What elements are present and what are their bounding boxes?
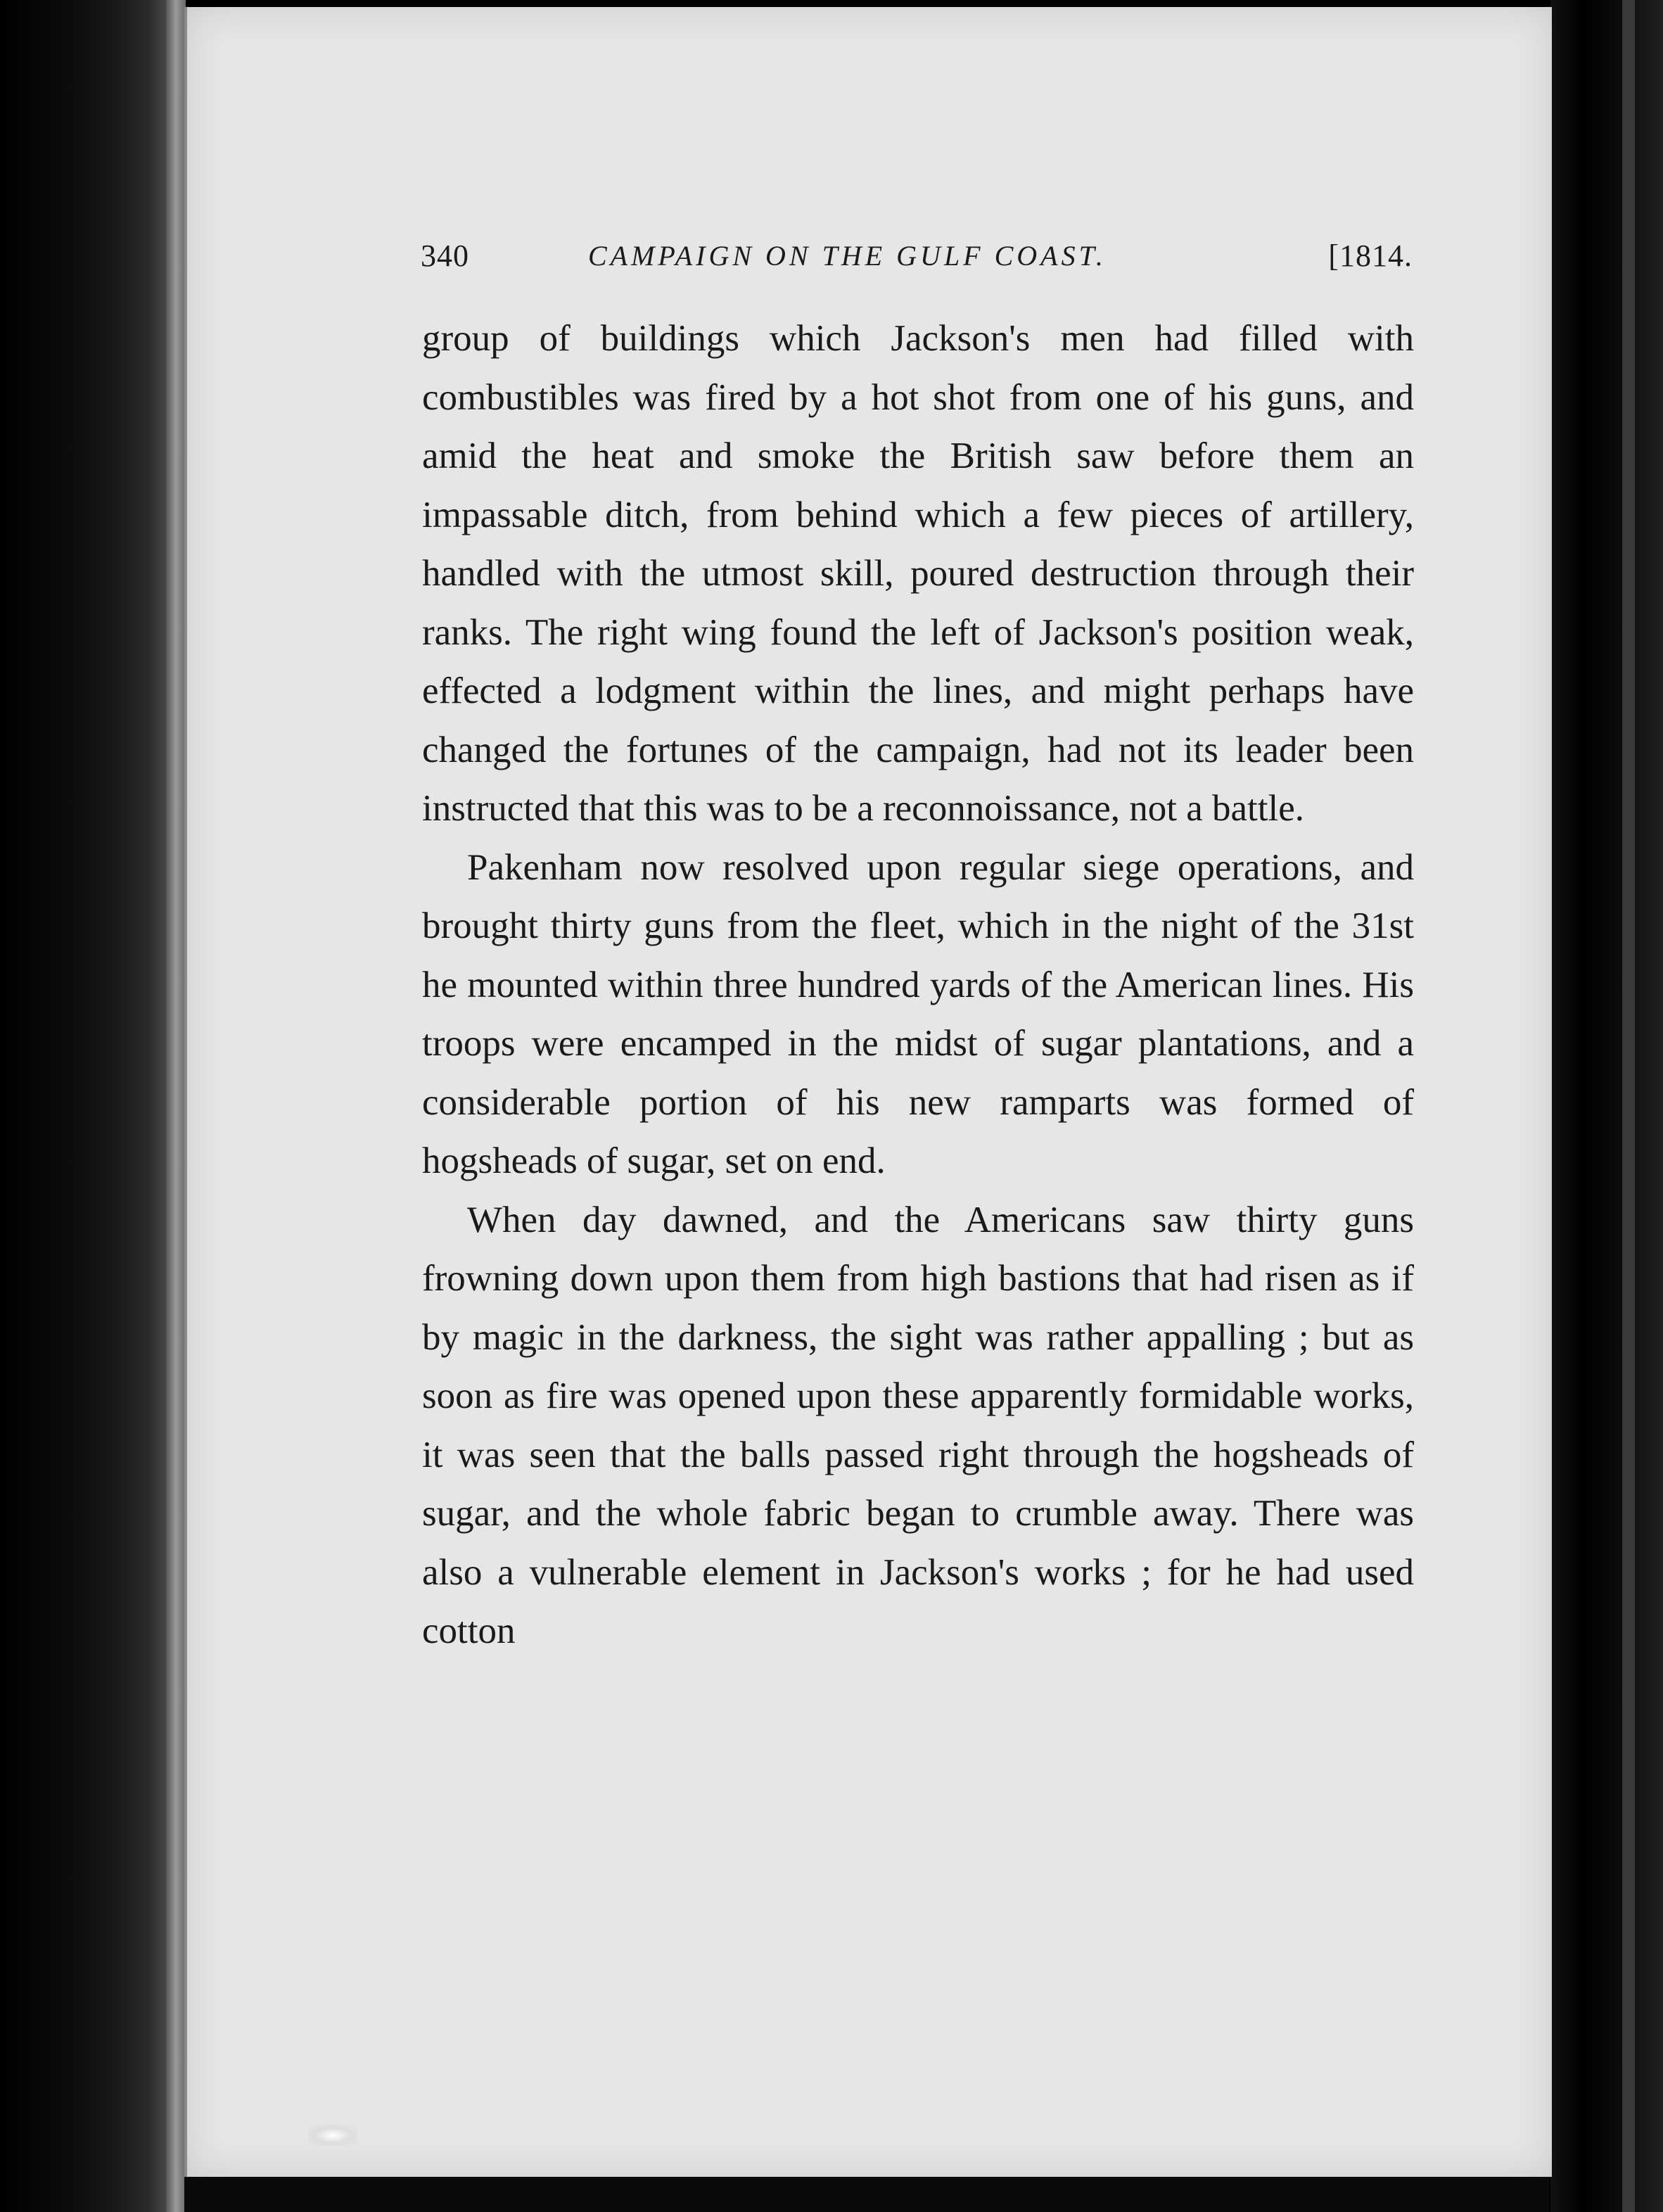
paragraph-3: When day dawned, and the Americans saw thirty guns frowning down upon them from high bastions that had risen as if by magic in the darkness, the sight was rather appalling ; but as soon as fire was opened upon these apparently formidable works, it was seen that the balls passed right through the hogsheads of sugar, and the whole fabric began to crumble away. There was also a vulnerable element in Jackson's works ; for he had used cotton: [422, 1199, 1414, 1651]
facing-page-edge: [1550, 0, 1663, 2212]
page-stack-edge: [166, 0, 186, 2212]
facing-page-sliver: [1622, 0, 1635, 2212]
page-bottom-shadow: [184, 2177, 1549, 2212]
scan-smudge: [308, 2125, 357, 2146]
paragraph-1: group of buildings which Jackson's men had filled with combustibles was fired by a hot shot from one of his guns, and amid the heat and smoke the British saw before them an impassable ditch, from behind which a few pieces of artillery, handled with the utmost skill, poured destruction through their ranks. The right wing found the left of Jackson's position weak, effected a lodgment within the lines, and might perhaps have changed the fortunes of the campaign, had not its leader been instructed that this was to be a reconnoissance, not a battle.: [422, 318, 1414, 829]
body-text: [422, 310, 1414, 1661]
page-number: 340: [421, 239, 469, 273]
paragraph-2: Pakenham now resolved upon regular siege operations, and brought thirty guns from the fleet, which in the night of the 31st he mounted within three hundred yards of the American lines. His troops were encamped in the midst of sugar plantations, and a considerable portion of his new ramparts was formed of hogsheads of sugar, set on end.: [422, 846, 1414, 1181]
running-title: CAMPAIGN ON THE GULF COAST.: [588, 240, 1107, 272]
running-header: [421, 238, 1413, 280]
book-spine: [0, 0, 169, 2212]
header-year: [1814.: [1328, 239, 1413, 273]
